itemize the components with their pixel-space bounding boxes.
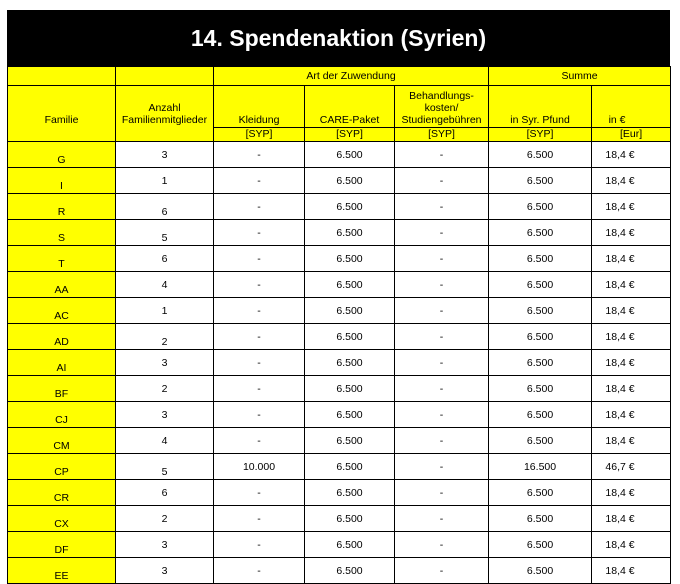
cell-syp: 6.500 xyxy=(489,506,592,532)
cell-behandlung: - xyxy=(395,350,489,376)
header-row-columns xyxy=(8,86,671,128)
cell-anzahl: 6 xyxy=(116,480,214,506)
cell-syp: 16.500 xyxy=(489,454,592,480)
cell-kleidung: - xyxy=(214,376,305,402)
cell-anzahl: 3 xyxy=(116,350,214,376)
cell-anzahl: 5 xyxy=(116,220,214,246)
cell-kleidung: - xyxy=(214,480,305,506)
donation-table xyxy=(7,66,671,584)
cell-syp: 6.500 xyxy=(489,480,592,506)
header-anzahl-line2: Familienmitglieder xyxy=(121,114,208,126)
cell-familie: AI xyxy=(8,350,116,376)
cell-behandlung: - xyxy=(395,402,489,428)
cell-behandlung: - xyxy=(395,194,489,220)
cell-behandlung: - xyxy=(395,376,489,402)
cell-anzahl: 6 xyxy=(116,194,214,220)
cell-syp: 6.500 xyxy=(489,402,592,428)
cell-care: 6.500 xyxy=(305,558,395,584)
cell-syp: 6.500 xyxy=(489,324,592,350)
cell-behandlung: - xyxy=(395,558,489,584)
cell-behandlung: - xyxy=(395,298,489,324)
cell-syp: 6.500 xyxy=(489,428,592,454)
header-blank-familie xyxy=(8,67,116,86)
table-row xyxy=(8,532,671,558)
header-anzahl xyxy=(116,86,214,142)
cell-eur: 18,4 € xyxy=(592,506,671,532)
cell-familie: CM xyxy=(8,428,116,454)
cell-anzahl: 3 xyxy=(116,402,214,428)
cell-syp: 6.500 xyxy=(489,532,592,558)
cell-syp: 6.500 xyxy=(489,272,592,298)
cell-eur: 18,4 € xyxy=(592,142,671,168)
header-in-euro: in € xyxy=(592,86,671,128)
cell-kleidung: - xyxy=(214,220,305,246)
cell-syp: 6.500 xyxy=(489,220,592,246)
header-kleidung: Kleidung xyxy=(214,86,305,128)
cell-eur: 18,4 € xyxy=(592,532,671,558)
cell-care: 6.500 xyxy=(305,454,395,480)
header-in-syr-pfund: in Syr. Pfund xyxy=(489,86,592,128)
cell-familie: BF xyxy=(8,376,116,402)
cell-care: 6.500 xyxy=(305,350,395,376)
table-row xyxy=(8,194,671,220)
spreadsheet xyxy=(7,10,670,584)
cell-anzahl: 5 xyxy=(116,454,214,480)
cell-kleidung: - xyxy=(214,402,305,428)
cell-kleidung: - xyxy=(214,168,305,194)
table-row xyxy=(8,246,671,272)
cell-care: 6.500 xyxy=(305,298,395,324)
cell-eur: 18,4 € xyxy=(592,376,671,402)
cell-familie: T xyxy=(8,246,116,272)
cell-behandlung: - xyxy=(395,428,489,454)
table-row xyxy=(8,142,671,168)
cell-eur: 18,4 € xyxy=(592,480,671,506)
cell-anzahl: 1 xyxy=(116,298,214,324)
cell-kleidung: - xyxy=(214,350,305,376)
header-beh-line2: kosten/ xyxy=(424,102,459,114)
cell-anzahl: 2 xyxy=(116,376,214,402)
unit-in-syr-pfund: [SYP] xyxy=(489,128,592,142)
cell-anzahl: 6 xyxy=(116,246,214,272)
cell-kleidung: - xyxy=(214,532,305,558)
header-group-art-der-zuwendung: Art der Zuwendung xyxy=(214,67,489,86)
page-title: 14. Spendenaktion (Syrien) xyxy=(7,10,670,66)
cell-eur: 18,4 € xyxy=(592,558,671,584)
cell-familie: EE xyxy=(8,558,116,584)
cell-kleidung: - xyxy=(214,324,305,350)
cell-care: 6.500 xyxy=(305,272,395,298)
unit-care-paket: [SYP] xyxy=(305,128,395,142)
cell-kleidung: - xyxy=(214,142,305,168)
cell-familie: CR xyxy=(8,480,116,506)
cell-behandlung: - xyxy=(395,480,489,506)
cell-care: 6.500 xyxy=(305,220,395,246)
unit-behandlungskosten: [SYP] xyxy=(395,128,489,142)
cell-familie: AC xyxy=(8,298,116,324)
table-row xyxy=(8,376,671,402)
cell-care: 6.500 xyxy=(305,142,395,168)
cell-familie: CP xyxy=(8,454,116,480)
cell-syp: 6.500 xyxy=(489,350,592,376)
table-row xyxy=(8,558,671,584)
cell-syp: 6.500 xyxy=(489,376,592,402)
cell-familie: S xyxy=(8,220,116,246)
cell-familie: I xyxy=(8,168,116,194)
header-care-paket: CARE-Paket xyxy=(305,86,395,128)
cell-familie: R xyxy=(8,194,116,220)
header-familie: Familie xyxy=(8,86,116,142)
cell-anzahl: 2 xyxy=(116,506,214,532)
cell-anzahl: 3 xyxy=(116,142,214,168)
table-row xyxy=(8,350,671,376)
cell-syp: 6.500 xyxy=(489,168,592,194)
cell-kleidung: - xyxy=(214,246,305,272)
table-row xyxy=(8,220,671,246)
unit-kleidung: [SYP] xyxy=(214,128,305,142)
cell-familie: AA xyxy=(8,272,116,298)
table-row xyxy=(8,168,671,194)
cell-kleidung: - xyxy=(214,558,305,584)
cell-kleidung: - xyxy=(214,272,305,298)
cell-behandlung: - xyxy=(395,142,489,168)
table-row xyxy=(8,272,671,298)
cell-eur: 18,4 € xyxy=(592,324,671,350)
cell-care: 6.500 xyxy=(305,324,395,350)
cell-familie: CJ xyxy=(8,402,116,428)
cell-syp: 6.500 xyxy=(489,298,592,324)
cell-anzahl: 4 xyxy=(116,428,214,454)
cell-eur: 18,4 € xyxy=(592,272,671,298)
cell-behandlung: - xyxy=(395,532,489,558)
cell-care: 6.500 xyxy=(305,428,395,454)
table-row xyxy=(8,402,671,428)
cell-behandlung: - xyxy=(395,220,489,246)
header-beh-line3: Studiengebühren xyxy=(401,114,482,126)
cell-care: 6.500 xyxy=(305,532,395,558)
cell-eur: 46,7 € xyxy=(592,454,671,480)
header-group-summe: Summe xyxy=(489,67,671,86)
cell-anzahl: 1 xyxy=(116,168,214,194)
cell-familie: DF xyxy=(8,532,116,558)
header-behandlungskosten xyxy=(395,86,489,128)
cell-eur: 18,4 € xyxy=(592,246,671,272)
cell-eur: 18,4 € xyxy=(592,298,671,324)
cell-care: 6.500 xyxy=(305,402,395,428)
cell-anzahl: 3 xyxy=(116,532,214,558)
cell-behandlung: - xyxy=(395,246,489,272)
table-row xyxy=(8,480,671,506)
cell-behandlung: - xyxy=(395,272,489,298)
cell-syp: 6.500 xyxy=(489,194,592,220)
cell-familie: CX xyxy=(8,506,116,532)
cell-anzahl: 3 xyxy=(116,558,214,584)
header-row-groups xyxy=(8,67,671,86)
cell-eur: 18,4 € xyxy=(592,428,671,454)
table-row xyxy=(8,324,671,350)
cell-anzahl: 2 xyxy=(116,324,214,350)
cell-eur: 18,4 € xyxy=(592,350,671,376)
table-row xyxy=(8,506,671,532)
header-beh-line1: Behandlungs- xyxy=(409,90,474,102)
cell-kleidung: - xyxy=(214,298,305,324)
cell-behandlung: - xyxy=(395,506,489,532)
cell-kleidung: - xyxy=(214,194,305,220)
cell-care: 6.500 xyxy=(305,506,395,532)
cell-kleidung: - xyxy=(214,506,305,532)
cell-familie: AD xyxy=(8,324,116,350)
cell-care: 6.500 xyxy=(305,168,395,194)
cell-eur: 18,4 € xyxy=(592,402,671,428)
cell-kleidung: - xyxy=(214,428,305,454)
cell-care: 6.500 xyxy=(305,246,395,272)
cell-eur: 18,4 € xyxy=(592,194,671,220)
cell-care: 6.500 xyxy=(305,194,395,220)
header-blank-anzahl xyxy=(116,67,214,86)
cell-anzahl: 4 xyxy=(116,272,214,298)
cell-behandlung: - xyxy=(395,454,489,480)
cell-syp: 6.500 xyxy=(489,142,592,168)
cell-eur: 18,4 € xyxy=(592,220,671,246)
table-row xyxy=(8,298,671,324)
cell-kleidung: 10.000 xyxy=(214,454,305,480)
cell-care: 6.500 xyxy=(305,376,395,402)
table-body xyxy=(8,142,671,584)
cell-behandlung: - xyxy=(395,168,489,194)
cell-behandlung: - xyxy=(395,324,489,350)
cell-syp: 6.500 xyxy=(489,558,592,584)
table-row xyxy=(8,454,671,480)
cell-care: 6.500 xyxy=(305,480,395,506)
cell-eur: 18,4 € xyxy=(592,168,671,194)
header-anzahl-line1: Anzahl xyxy=(148,102,181,114)
cell-familie: G xyxy=(8,142,116,168)
table-row xyxy=(8,428,671,454)
unit-in-euro: [Eur] xyxy=(592,128,671,142)
cell-syp: 6.500 xyxy=(489,246,592,272)
